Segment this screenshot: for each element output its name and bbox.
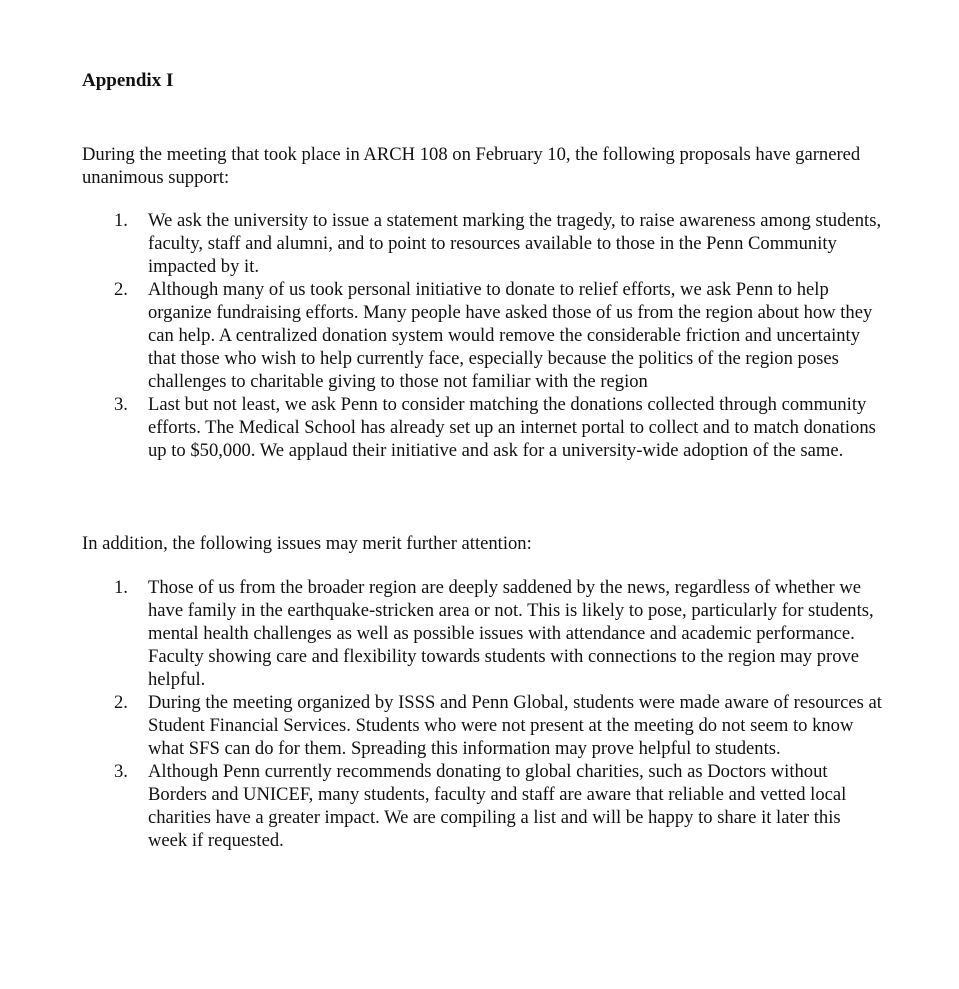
list-item [82,393,882,462]
list-item-text: We ask the university to issue a statement marking the tragedy, to raise awareness among students, faculty, staff and alumni, and to point to resources available to those in the Penn Community impacted by it. [148,210,882,277]
list-item-number: 2. [114,692,128,713]
list-item [82,760,882,852]
intro-paragraph: During the meeting that took place in ARCH 108 on February 10, the following proposals have garnered unanimous support: [82,144,861,188]
list-item-text: Last but not least, we ask Penn to consider matching the donations collected through community efforts. The Medical School has already set up an internet portal to collect and to match donations up to $50,000. We applaud their initiative and ask for a university-wide adoption of the same. [148,394,876,461]
list-item-number: 1. [114,210,128,231]
list-item [82,278,882,393]
list-item-text: Although many of us took personal initiative to donate to relief efforts, we ask Penn to help organize fundraising efforts. Many people have asked those of us from the region about how they can help. A centralized donation system would remove the considerable friction and uncertainty that those who wish to help currently face, especially because the politics of the region poses challenges to charitable giving to those not familiar with the region [148,279,873,392]
list-item [82,691,882,760]
list-item-number: 3. [114,761,128,782]
list-item [82,209,882,278]
list-item [82,576,882,691]
addition-paragraph: In addition, the following issues may merit further attention: [82,533,532,554]
list-item-number: 1. [114,577,128,598]
list-item-number: 2. [114,279,128,300]
list-item-text: During the meeting organized by ISSS and Penn Global, students were made aware of resources at Student Financial Services. Students who were not present at the meeting do not seem to know what SFS can do for them. Spreading this information may prove helpful to students. [148,692,882,759]
issues-list [82,576,882,852]
list-item-text: Although Penn currently recommends donating to global charities, such as Doctors without Borders and UNICEF, many students, faculty and staff are aware that reliable and vetted local charities have a greater impact. We are compiling a list and will be happy to share it later this week if requested. [148,761,847,851]
appendix-heading: Appendix I [82,70,174,91]
proposals-list [82,209,882,462]
list-item-number: 3. [114,394,128,415]
list-item-text: Those of us from the broader region are deeply saddened by the news, regardless of whether we have family in the earthquake-stricken area or not. This is likely to pose, particularly for students, mental health challenges as well as possible issues with attendance and academic performance. Faculty showing care and flexibility towards students with connections to the region may prove helpful. [148,577,874,690]
